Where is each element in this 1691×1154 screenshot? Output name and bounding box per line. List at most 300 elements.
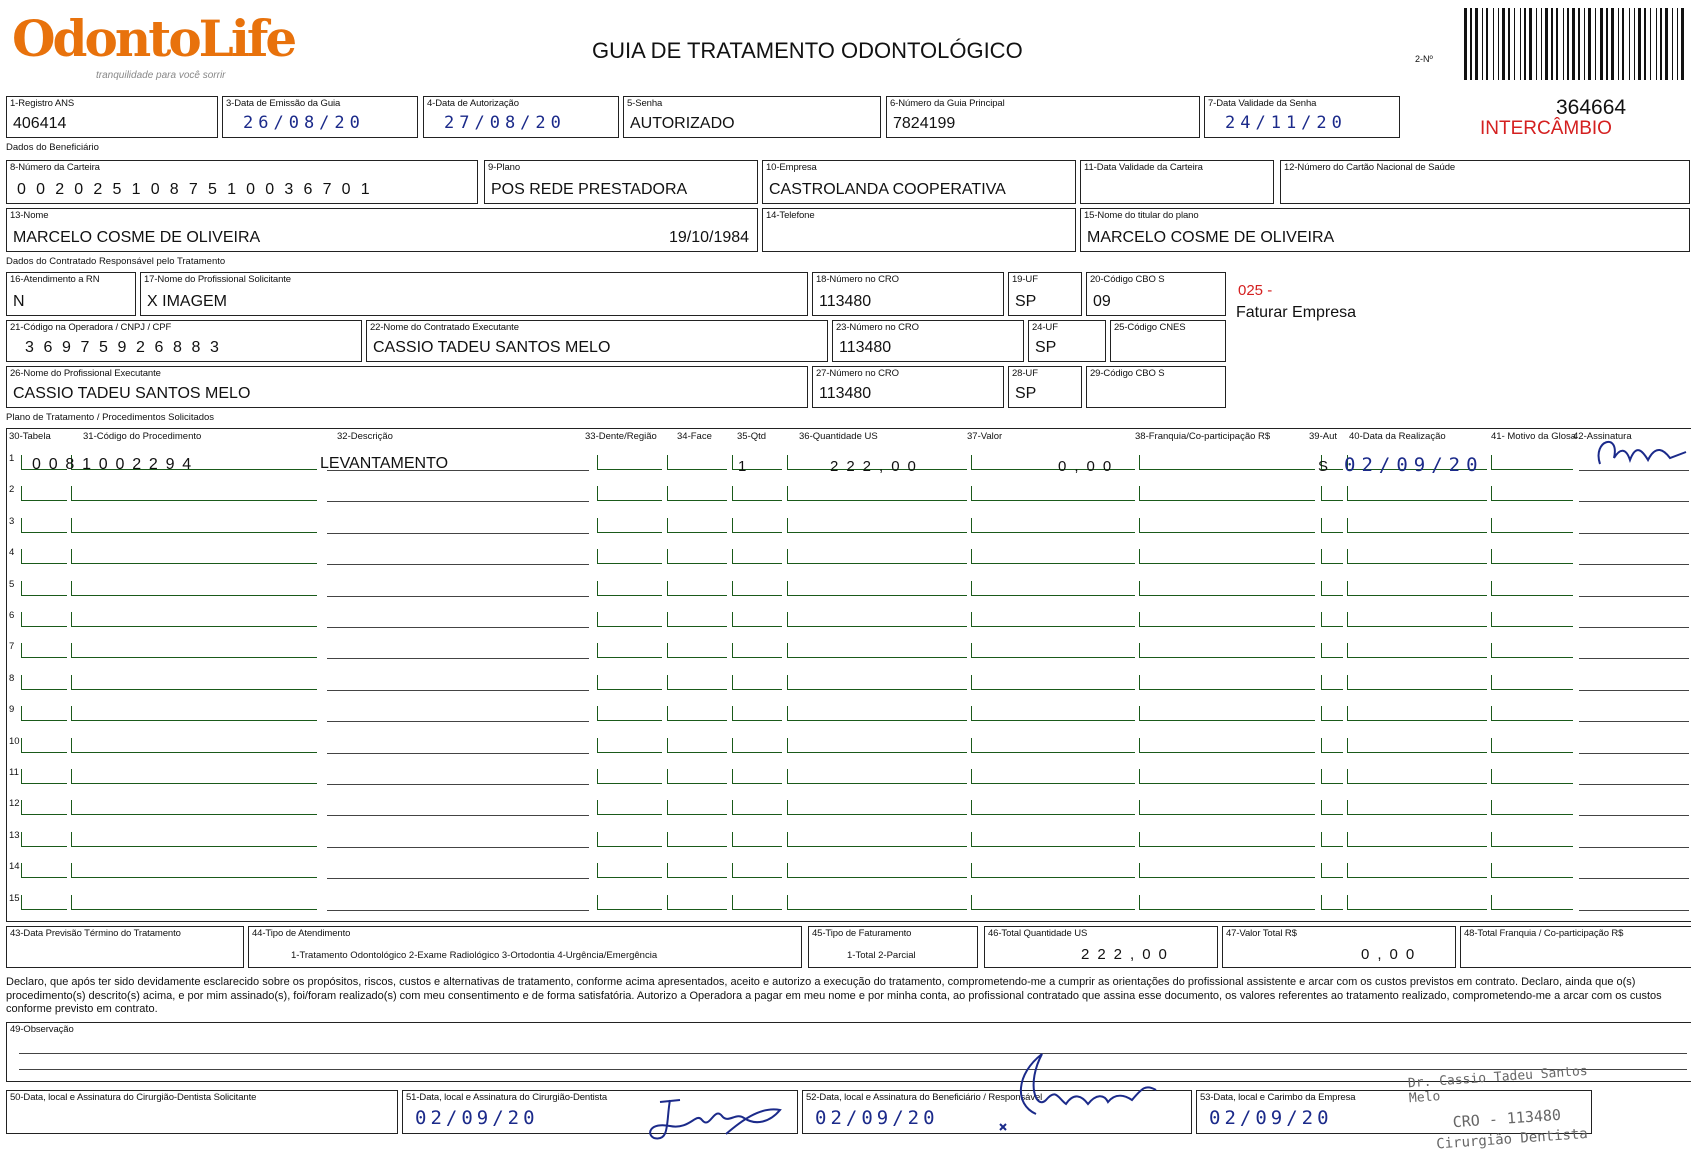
column-header: 40-Data da Realização [1349,431,1446,442]
row-input-cell[interactable] [71,832,317,847]
total-franquia-field[interactable] [1460,926,1691,968]
row-input-cell[interactable] [1321,612,1343,627]
row-input-cell[interactable] [1491,738,1573,753]
row-input-cell[interactable] [1347,738,1487,753]
row-input-cell[interactable] [1139,832,1315,847]
barcode-bar [1578,8,1580,80]
sig-50-field[interactable] [6,1090,398,1134]
row-input-cell[interactable] [1139,769,1315,784]
row-input-cell[interactable] [732,675,782,690]
barcode-bar [1584,8,1585,80]
validade-senha-field[interactable] [1204,96,1400,138]
uf-28-field[interactable] [1008,366,1082,408]
row-input-cell[interactable] [1491,581,1573,596]
row-input-cell[interactable] [1139,738,1315,753]
row-input-cell[interactable] [1347,675,1487,690]
row-signature-line[interactable] [1579,658,1689,659]
row-input-cell[interactable] [1347,706,1487,721]
row-input-cell[interactable] [21,675,67,690]
row-input-cell[interactable] [971,706,1135,721]
barcode-bar [1611,8,1614,80]
titular-field[interactable] [1080,208,1690,252]
note-code: 025 - [1238,282,1273,299]
section-contratado: Dados do Contratado Responsável pelo Tratamento [6,256,226,267]
row-input-cell[interactable] [21,486,67,501]
row-input-cell[interactable] [667,486,727,501]
row-input-cell[interactable] [667,706,727,721]
row-input-cell[interactable] [71,675,317,690]
row-description-line[interactable] [327,784,589,785]
cartao-nacional-field[interactable] [1280,160,1690,204]
row-input-cell[interactable] [1347,769,1487,784]
row-input-cell[interactable] [1491,832,1573,847]
row-input-cell[interactable] [21,581,67,596]
observacao-line [19,1053,1687,1054]
row-input-cell[interactable] [667,455,727,470]
row-signature-line[interactable] [1579,501,1689,502]
guia-principal-field[interactable] [886,96,1200,138]
row-input-cell[interactable] [971,581,1135,596]
row-input-cell[interactable] [1321,738,1343,753]
row-signature-line[interactable] [1579,784,1689,785]
row-input-cell[interactable] [667,769,727,784]
barcode-bar [1524,8,1526,80]
row-input-cell[interactable] [71,581,317,596]
row-input-cell[interactable] [21,612,67,627]
row-signature-line[interactable] [1579,533,1689,534]
total-us-field[interactable] [984,926,1218,968]
row-input-cell[interactable] [1139,455,1315,470]
row-input-cell[interactable] [71,518,317,533]
row-input-cell[interactable] [21,863,67,878]
row-description-line[interactable] [327,533,589,534]
row-input-cell[interactable] [667,738,727,753]
row-input-cell[interactable] [732,518,782,533]
sig-date: 02/09/20 [415,1107,539,1129]
row-input-cell[interactable] [971,675,1135,690]
row-description-line[interactable] [327,910,589,911]
row-input-cell[interactable] [597,832,662,847]
row-input-cell[interactable] [1491,706,1573,721]
field-label: 1-Registro ANS [10,98,75,109]
row-input-cell[interactable] [732,612,782,627]
valor-total-field[interactable] [1222,926,1456,968]
row-description-line[interactable] [327,564,589,565]
row-input-cell[interactable] [787,486,967,501]
row-input-cell[interactable] [597,518,662,533]
barcode-bar [1508,8,1510,80]
row-input-cell[interactable] [1321,863,1343,878]
row-description-line[interactable] [327,690,589,691]
barcode-bar [1638,8,1641,80]
row-input-cell[interactable] [1491,769,1573,784]
row-description-line[interactable] [327,878,589,879]
row-input-cell[interactable] [1139,549,1315,564]
row-input-cell[interactable] [71,895,317,910]
field-label: 4-Data de Autorização [427,98,519,109]
row-input-cell[interactable] [71,706,317,721]
column-header: 35-Qtd [737,431,767,442]
row-input-cell[interactable] [787,706,967,721]
field-value: 406414 [13,115,67,132]
field-label: 22-Nome do Contratado Executante [370,322,519,333]
row-input-cell[interactable] [597,675,662,690]
row-input-cell[interactable] [1321,895,1343,910]
barcode-bar [1677,8,1678,80]
field-value: 26/08/20 [243,113,365,133]
row-input-cell[interactable] [971,863,1135,878]
cro-27-field[interactable] [812,366,1004,408]
field-label: 24-UF [1032,322,1058,333]
atendimento-rn-field[interactable] [6,272,136,316]
tipo-atendimento-options: 1-Tratamento Odontológico 2-Exame Radiológico 3-Ortodontia 4-Urgência/Emergência [291,950,658,961]
row-signature-line[interactable] [1579,596,1689,597]
row-input-cell[interactable] [732,738,782,753]
row-input-cell[interactable] [667,863,727,878]
row-signature-line[interactable] [1579,721,1689,722]
row-input-cell[interactable] [971,643,1135,658]
stamp-line: Cirurgião Dentista [1435,1125,1589,1153]
row-description-line[interactable] [327,753,589,754]
row-input-cell[interactable] [1321,643,1343,658]
row-input-cell[interactable] [71,612,317,627]
row-input-cell[interactable] [732,706,782,721]
contratado-exec-field[interactable] [366,320,828,362]
row-number: 4 [9,547,15,559]
odontolife-logo [12,9,295,82]
barcode-bar [1644,8,1646,80]
first-row-qtd-us: 222,00 [830,458,924,475]
row-input-cell[interactable] [21,706,67,721]
logo-tagline: tranquilidade para você sorrir [96,70,226,81]
row-signature-line[interactable] [1579,753,1689,754]
row-input-cell[interactable] [1321,581,1343,596]
row-input-cell[interactable] [787,895,967,910]
empresa-field[interactable] [762,160,1076,204]
row-input-cell[interactable] [597,581,662,596]
cod-operadora-field[interactable] [6,320,362,362]
row-input-cell[interactable] [1321,549,1343,564]
row-input-cell[interactable] [971,738,1135,753]
row-input-cell[interactable] [732,643,782,658]
row-description-line[interactable] [327,815,589,816]
row-input-cell[interactable] [597,549,662,564]
row-input-cell[interactable] [21,738,67,753]
cro-23-field[interactable] [832,320,1024,362]
barcode-bar [1486,8,1488,80]
row-input-cell[interactable] [1139,863,1315,878]
column-header: 33-Dente/Região [585,431,657,442]
first-row-qtd: 1 [738,458,747,475]
row-input-cell[interactable] [1347,486,1487,501]
row-description-line[interactable] [327,847,589,848]
row-input-cell[interactable] [21,518,67,533]
row-input-cell[interactable] [732,769,782,784]
row-input-cell[interactable] [597,769,662,784]
row-input-cell[interactable] [787,518,967,533]
row-input-cell[interactable] [1491,518,1573,533]
row-number: 13 [9,829,20,841]
row-number: 7 [9,641,15,653]
row-input-cell[interactable] [787,675,967,690]
row-input-cell[interactable] [971,800,1135,815]
row-input-cell[interactable] [971,769,1135,784]
row-input-cell[interactable] [732,486,782,501]
senha-field[interactable] [623,96,881,138]
field-value: 09 [1093,293,1111,310]
row-input-cell[interactable] [787,581,967,596]
prof-exec-field[interactable] [6,366,808,408]
row-input-cell[interactable] [1139,486,1315,501]
field-value: X IMAGEM [147,293,228,310]
row-input-cell[interactable] [1139,675,1315,690]
previsao-field[interactable] [6,926,244,968]
field-value: SP [1035,339,1057,356]
field-label: 17-Nome do Profissional Solicitante [144,274,291,285]
row-input-cell[interactable] [787,863,967,878]
row-description-line[interactable] [327,596,589,597]
field-value: SP [1015,293,1037,310]
row-input-cell[interactable] [597,612,662,627]
cro-18-field[interactable] [812,272,1004,316]
row-input-cell[interactable] [1491,800,1573,815]
row-input-cell[interactable] [971,832,1135,847]
row-input-cell[interactable] [971,518,1135,533]
row-input-cell[interactable] [71,863,317,878]
row-description-line[interactable] [327,501,589,502]
beneficiary-signature [996,1044,1166,1134]
cbo-29-field[interactable] [1086,366,1226,408]
row-signature-line[interactable] [1579,690,1689,691]
row-input-cell[interactable] [732,895,782,910]
row-signature-line[interactable] [1579,910,1689,911]
telefone-field[interactable] [762,208,1076,252]
row-input-cell[interactable] [1491,895,1573,910]
row-signature-line[interactable] [1579,815,1689,816]
row-input-cell[interactable] [1321,675,1343,690]
registro-ans-field[interactable] [6,96,218,138]
field-value: 113480 [819,385,872,402]
row-input-cell[interactable] [71,738,317,753]
row-input-cell[interactable] [1491,455,1573,470]
row-input-cell[interactable] [1491,675,1573,690]
row-input-cell[interactable] [1491,863,1573,878]
row-input-cell[interactable] [71,643,317,658]
row-signature-line[interactable] [1579,878,1689,879]
row-input-cell[interactable] [21,832,67,847]
row-input-cell[interactable] [71,486,317,501]
row-input-cell[interactable] [667,581,727,596]
beneficiary-signature-row1 [1590,430,1690,474]
row-input-cell[interactable] [1347,832,1487,847]
row-input-cell[interactable] [667,518,727,533]
row-input-cell[interactable] [1491,486,1573,501]
field-label: 21-Código na Operadora / CNPJ / CPF [10,322,172,333]
row-input-cell[interactable] [71,800,317,815]
row-input-cell[interactable] [1321,706,1343,721]
barcode-bar [1618,8,1619,80]
row-number: 1 [9,453,15,464]
column-header: 36-Quantidade US [799,431,878,442]
row-description-line[interactable] [327,627,589,628]
row-input-cell[interactable] [667,549,727,564]
row-input-cell[interactable] [732,863,782,878]
field-label: 45-Tipo de Faturamento [812,928,912,939]
row-input-cell[interactable] [1347,800,1487,815]
row-input-cell[interactable] [1347,549,1487,564]
row-input-cell[interactable] [787,769,967,784]
field-value: 0020251087510036701 [17,181,380,198]
row-number: 11 [9,767,19,778]
row-input-cell[interactable] [1139,706,1315,721]
tipo-atendimento-field[interactable] [248,926,802,968]
row-input-cell[interactable] [1321,518,1343,533]
dentist-stamp [1407,1064,1592,1154]
row-input-cell[interactable] [71,769,317,784]
row-input-cell[interactable] [667,800,727,815]
first-row-data: 02/09/20 [1344,454,1484,476]
observacao-field[interactable] [6,1022,1691,1082]
row-input-cell[interactable] [787,612,967,627]
row-input-cell[interactable] [1491,643,1573,658]
data-autorizacao-field[interactable] [423,96,619,138]
plano-field[interactable] [484,160,758,204]
field-value: CASSIO TADEU SANTOS MELO [13,385,251,402]
row-input-cell[interactable] [597,800,662,815]
row-input-cell[interactable] [597,455,662,470]
row-input-cell[interactable] [1347,518,1487,533]
row-input-cell[interactable] [1139,643,1315,658]
field-label: 43-Data Previsão Término do Tratamento [10,928,181,939]
row-input-cell[interactable] [732,832,782,847]
row-input-cell[interactable] [597,895,662,910]
field-label: 20-Código CBO S [1090,274,1165,285]
row-input-cell[interactable] [1347,643,1487,658]
column-header: 38-Franquia/Co-participação R$ [1135,431,1271,442]
row-signature-line[interactable] [1579,627,1689,628]
row-description-line[interactable] [327,721,589,722]
row-input-cell[interactable] [1139,581,1315,596]
barcode-bar [1606,8,1608,80]
row-input-cell[interactable] [787,832,967,847]
row-number: 5 [9,578,15,590]
data-emissao-field[interactable] [222,96,418,138]
row-input-cell[interactable] [787,549,967,564]
row-input-cell[interactable] [1139,800,1315,815]
barcode-bar [1572,8,1575,80]
row-input-cell[interactable] [667,832,727,847]
row-input-cell[interactable] [787,738,967,753]
row-input-cell[interactable] [597,486,662,501]
row-input-cell[interactable] [1347,581,1487,596]
row-input-cell[interactable] [971,895,1135,910]
row-input-cell[interactable] [71,549,317,564]
row-input-cell[interactable] [21,800,67,815]
uf-19-field[interactable] [1008,272,1082,316]
validade-carteira-field[interactable] [1080,160,1274,204]
row-input-cell[interactable] [1321,769,1343,784]
row-input-cell[interactable] [971,486,1135,501]
cnes-field[interactable] [1110,320,1226,362]
row-input-cell[interactable] [1321,832,1343,847]
row-number: 10 [9,735,20,747]
field-value: CASSIO TADEU SANTOS MELO [373,339,611,356]
nome-field[interactable] [6,208,758,252]
row-input-cell[interactable] [1347,863,1487,878]
row-signature-line[interactable] [1579,847,1689,848]
observacao-line [19,1069,1687,1070]
sig-date: 02/09/20 [1209,1107,1333,1129]
row-input-cell[interactable] [971,612,1135,627]
column-header: 37-Valor [967,431,1003,442]
row-input-cell[interactable] [597,706,662,721]
row-input-cell[interactable] [597,863,662,878]
row-input-cell[interactable] [1321,486,1343,501]
row-input-cell[interactable] [597,643,662,658]
field-label: 52-Data, local e Assinatura do Beneficiário / Responsável [806,1092,1043,1103]
row-input-cell[interactable] [1139,518,1315,533]
row-input-cell[interactable] [667,612,727,627]
field-value: POS REDE PRESTADORA [491,181,688,198]
row-input-cell[interactable] [667,675,727,690]
row-input-cell[interactable] [1491,549,1573,564]
row-input-cell[interactable] [787,643,967,658]
row-number: 3 [9,515,15,527]
cbo-20-field[interactable] [1086,272,1226,316]
row-input-cell[interactable] [732,549,782,564]
row-number: 6 [9,610,15,621]
row-input-cell[interactable] [21,895,67,910]
field-label: 5-Senha [627,98,663,109]
row-input-cell[interactable] [971,549,1135,564]
row-input-cell[interactable] [1347,895,1487,910]
row-signature-line[interactable] [1579,564,1689,565]
row-number: 8 [9,672,15,684]
row-input-cell[interactable] [1139,895,1315,910]
row-input-cell[interactable] [21,643,67,658]
carteira-field[interactable] [6,160,478,204]
row-input-cell[interactable] [1347,612,1487,627]
procedures-table [6,428,1691,922]
uf-24-field[interactable] [1028,320,1106,362]
row-input-cell[interactable] [21,549,67,564]
row-input-cell[interactable] [667,895,727,910]
row-input-cell[interactable] [1139,612,1315,627]
field-label: 16-Atendimento a RN [10,274,100,285]
declaration-text: Declaro, que após ter sido devidamente esclarecido sobre os propósitos, riscos, custos e alternativas de tratamento, conforme acima apresentados, aceito e autorizo a execução do tratamento, comprometendo-me a cumprir as orientações do profissional assistente e arcar com os custos previstos em contrato. Declaro, ainda que o(s) procedimento(s) descrito(s) acima, e por mim assinado(s), foi/foram realizado(s) com meu consentimento e de forma satisfatória. Autorizo a Operadora a pagar em meu nome e por minha conta, ao profissional contratado que assina esse documento, os valores referentes ao tratamento realizado, comprometendo-me a arcar com os custos conforme previsto em contrato. [6,976,1662,1015]
row-input-cell[interactable] [21,769,67,784]
row-input-cell[interactable] [787,800,967,815]
barcode [1464,8,1686,80]
row-input-cell[interactable] [1491,612,1573,627]
prof-solicitante-field[interactable] [140,272,808,316]
field-label: 53-Data, local e Carimbo da Empresa [1200,1092,1356,1103]
row-input-cell[interactable] [732,800,782,815]
row-description-line[interactable] [327,658,589,659]
field-label: 7-Data Validade da Senha [1208,98,1317,109]
row-input-cell[interactable] [667,643,727,658]
column-header: 32-Descrição [337,431,393,442]
barcode-bar [1600,8,1603,80]
barcode-bar [1656,8,1657,80]
row-input-cell[interactable] [732,581,782,596]
barcode-bar [1672,8,1673,80]
tipo-faturamento-field[interactable] [808,926,978,968]
field-label: 28-UF [1012,368,1038,379]
row-input-cell[interactable] [1321,800,1343,815]
logo-text: OdontoLife [12,9,295,68]
row-input-cell[interactable] [597,738,662,753]
